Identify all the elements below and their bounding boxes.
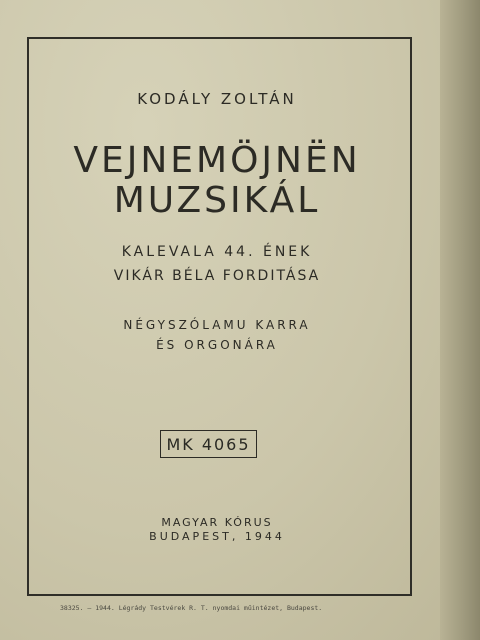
subtitle-line-2: VIKÁR BÉLA FORDITÁSA — [113, 268, 321, 284]
composer-name: KODÁLY ZOLTÁN — [137, 90, 297, 108]
catalog-number-box: MK 4065 — [160, 430, 257, 458]
voicing-line-1: NÉGYSZÓLAMU KARRA — [123, 318, 311, 332]
voicing-line-2: ÉS ORGONÁRA — [156, 338, 278, 352]
publisher-place-year: BUDAPEST, 1944 — [149, 530, 285, 543]
title-line-2: MUZSIKÁL — [113, 180, 321, 221]
subtitle-line-1: KALEVALA 44. ÉNEK — [121, 244, 313, 260]
title-line-1: VEJNEMÖJNËN — [73, 140, 361, 181]
printer-imprint: 38325. — 1944. Légrády Testvérek R. T. nyomdai műintézet, Budapest. — [60, 604, 323, 612]
page-border — [27, 37, 412, 596]
publisher-name: MAGYAR KÓRUS — [161, 516, 273, 529]
binding-edge — [440, 0, 480, 640]
